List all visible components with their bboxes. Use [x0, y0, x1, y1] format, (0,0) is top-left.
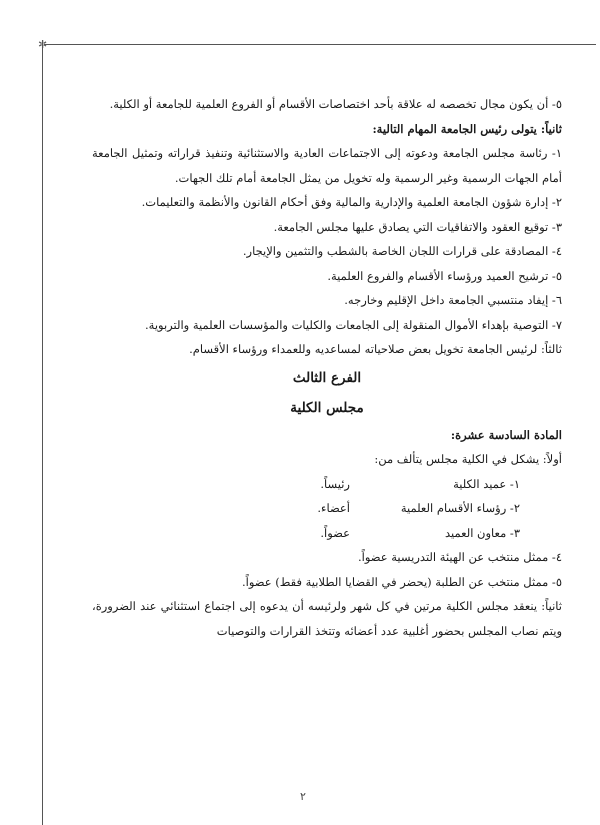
heading-college-council: مجلس الكلية: [290, 400, 364, 416]
member-row: [92, 521, 562, 546]
member-role: عضواً.: [320, 525, 350, 540]
member-role: رئيساً.: [320, 476, 350, 491]
president-duty-7: ٧- التوصية بإهداء الأموال المنقولة إلى الجامعات والكليات والمؤسسات العلمية والتربوية.: [145, 317, 562, 332]
member-row: [92, 496, 562, 521]
section-second-title: ثانياً: يتولى رئيس الجامعة المهام التالية:: [372, 121, 562, 136]
member-name: ٢- رؤساء الأقسام العلمية: [400, 501, 520, 515]
president-duty-2: ٢- إدارة شؤون الجامعة العلمية والإدارية والمالية وفق أحكام القانون والأنظمة والتعليمات.: [141, 195, 562, 209]
member-row: [92, 472, 562, 497]
president-duty-1: ١- رئاسة مجلس الجامعة ودعوته إلى الاجتماعات العادية والاستثنائية وتنفيذ قراراته وتمثيل الجامعة أمام الجهات الرسمية وغير الرسمية وله تخويل من يمثل الجامعة أمام تلك الجهات.: [92, 146, 562, 185]
top-border-line: [44, 44, 596, 45]
president-duty-3: ٣- توقيع العقود والاتفاقيات التي يصادق عليها مجلس الجامعة.: [273, 219, 562, 234]
member-role: أعضاء.: [317, 501, 350, 515]
item-5-qualification: ٥- أن يكون مجال تخصصه له علاقة بأحد اختصاصات الأقسام أو الفروع العلمية للجامعة أو الكلية.: [109, 97, 562, 111]
page-number: ٢: [300, 790, 306, 803]
member-name: ٣- معاون العميد: [445, 525, 520, 540]
section-third-delegation: ثالثاً: لرئيس الجامعة تخويل بعض صلاحياته لمساعديه وللعمداء ورؤساء الأقسام.: [189, 342, 562, 356]
left-border-line: [42, 40, 43, 825]
member-name: ١- عميد الكلية: [453, 476, 520, 491]
president-duty-5: ٥- ترشيح العميد ورؤساء الأقسام والفروع العلمية.: [327, 268, 562, 283]
council-meeting-rules: ثانياً: ينعقد مجلس الكلية مرتين في كل شهر ولرئيسه أن يدعوه إلى اجتماع استثنائي عند الضرورة، ويتم نصاب المجلس بحضور أغلبية عدد أعضائه وتتخذ القرارات والتوصيات: [92, 599, 562, 638]
document-body: [92, 92, 562, 643]
member-student-rep: ٥- ممثل منتخب عن الطلبة (يحضر في القضايا الطلابية فقط) عضواً.: [241, 574, 562, 589]
president-duty-4: ٤- المصادقة على قرارات اللجان الخاصة بالشطب والتثمين والإيجار.: [242, 244, 562, 258]
president-duty-6: ٦- إيفاد منتسبي الجامعة داخل الإقليم وخارجه.: [344, 293, 562, 307]
council-composition-intro: أولاً: يشكل في الكلية مجلس يتألف من:: [374, 452, 562, 466]
member-faculty-rep: ٤- ممثل منتخب عن الهيئة التدريسية عضواً.: [357, 550, 562, 564]
heading-branch-three: الفرع الثالث: [292, 369, 362, 386]
corner-mark: ✲: [38, 38, 48, 51]
article-sixteen-title: المادة السادسة عشرة:: [450, 427, 562, 442]
